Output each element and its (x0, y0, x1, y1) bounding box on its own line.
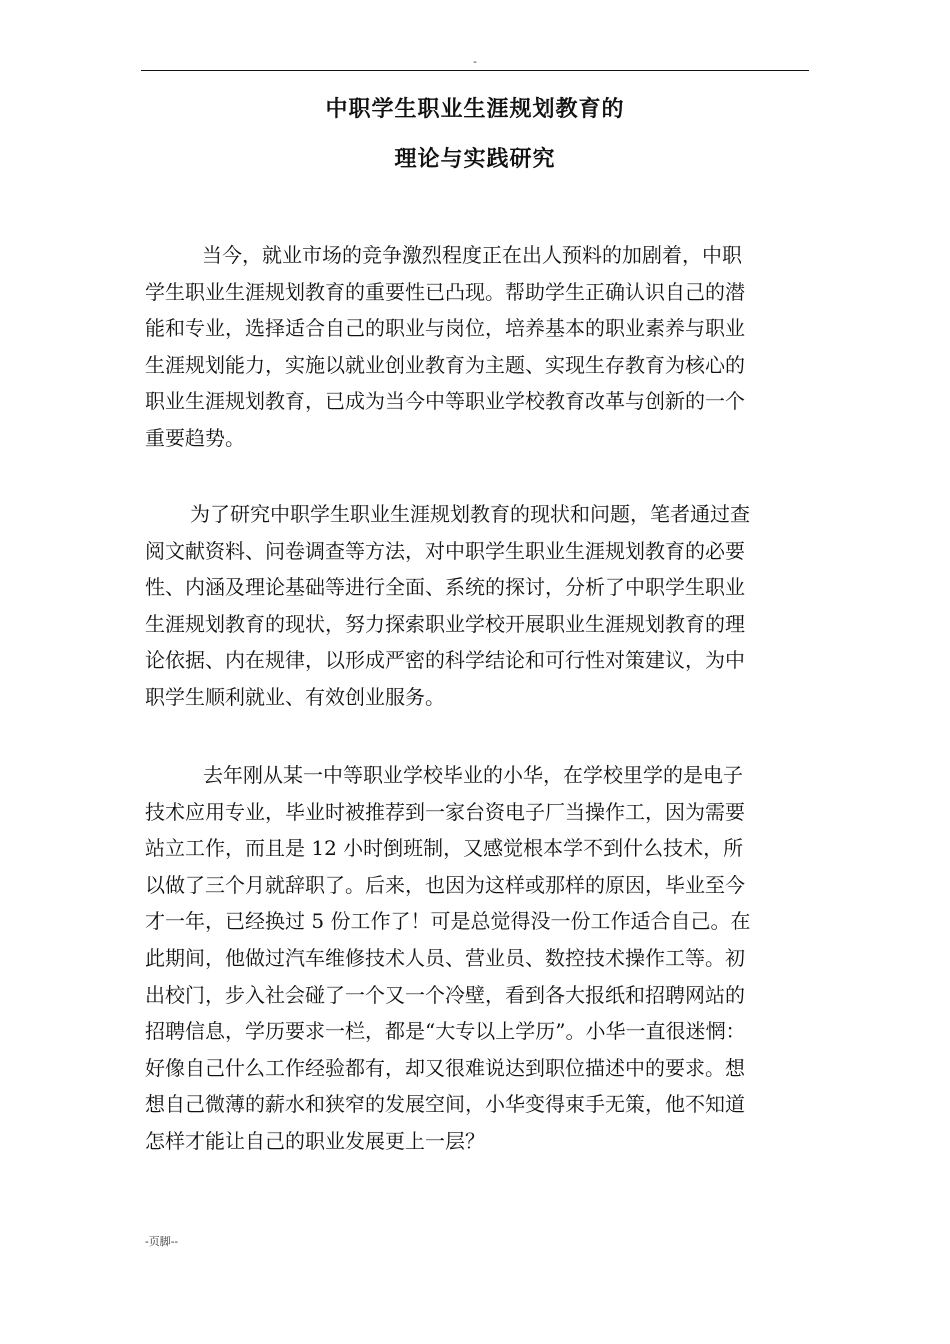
text-line: 学生职业生涯规划教育的重要性已凸现。帮助学生正确认识自己的潜 (145, 279, 745, 304)
header-mark: - (473, 55, 477, 68)
text-line: 出校门，步入社会碰了一个又一个冷壁，看到各大报纸和招聘网站的 (145, 982, 745, 1007)
text-line: 招聘信息，学历要求一栏，都是“大专以上学历”。小华一直很迷惘： (145, 1019, 746, 1044)
page-title-line-1: 中职学生职业生涯规划教育的 (325, 97, 625, 122)
text-line: 能和专业，选择适合自己的职业与岗位，培养基本的职业素养与职业 (145, 316, 745, 341)
paragraph-1 (145, 237, 813, 457)
text-line: 想自己微薄的薪水和狭窄的发展空间，小华变得束手无策，他不知道 (145, 1092, 745, 1117)
text-line: 好像自己什么工作经验都有，却又很难说达到职位描述中的要求。想 (145, 1055, 745, 1080)
page-title-line-2: 理论与实践研究 (394, 147, 556, 172)
text-line: 去年刚从某一中等职业学校毕业的小华，在学校里学的是电子 (203, 763, 743, 787)
text-line: 为了研究中职学生职业生涯规划教育的现状和问题，笔者通过查 (190, 502, 750, 526)
text-line: 站立工作，而且是 12 小时倒班制，又感觉根本学不到什么技术，所 (145, 836, 744, 861)
text-line: 重要趋势。 (145, 425, 245, 450)
header-rule (141, 70, 809, 71)
text-line: 怎样才能让自己的职业发展更上一层？ (145, 1128, 485, 1153)
text-line: 才一年，已经换过 5 份工作了！可是总觉得没一份工作适合自己。在 (145, 909, 751, 934)
text-line: 生涯规划教育的现状，努力探索职业学校开展职业生涯规划教育的理 (145, 611, 745, 636)
text-line: 阅文献资料、问卷调查等方法，对中职学生职业生涯规划教育的必要 (145, 538, 745, 563)
text-line: 职业生涯规划教育，已成为当今中等职业学校教育改革与创新的一个 (145, 389, 745, 414)
text-line: 论依据、内在规律，以形成严密的科学结论和可行性对策建议，为中 (145, 648, 745, 673)
text-line: 以做了三个月就辞职了。后来，也因为这样或那样的原因，毕业至今 (145, 872, 745, 897)
paragraph-2 (145, 496, 813, 716)
text-line: 职学生顺利就业、有效创业服务。 (145, 684, 445, 709)
text-line: 性、内涵及理论基础等进行全面、系统的探讨，分析了中职学生职业 (145, 575, 745, 600)
page-footer: -页脚-- (145, 1235, 179, 1248)
text-line: 生涯规划能力，实施以就业创业教育为主题、实现生存教育为核心的 (145, 352, 745, 377)
text-line: 此期间，他做过汽车维修技术人员、营业员、数控技术操作工等。初 (145, 945, 745, 970)
paragraph-3 (145, 757, 813, 1160)
text-line: 当今，就业市场的竞争激烈程度正在出人预料的加剧着，中职 (202, 243, 742, 267)
text-line: 技术应用专业，毕业时被推荐到一家台资电子厂当操作工，因为需要 (145, 799, 745, 824)
